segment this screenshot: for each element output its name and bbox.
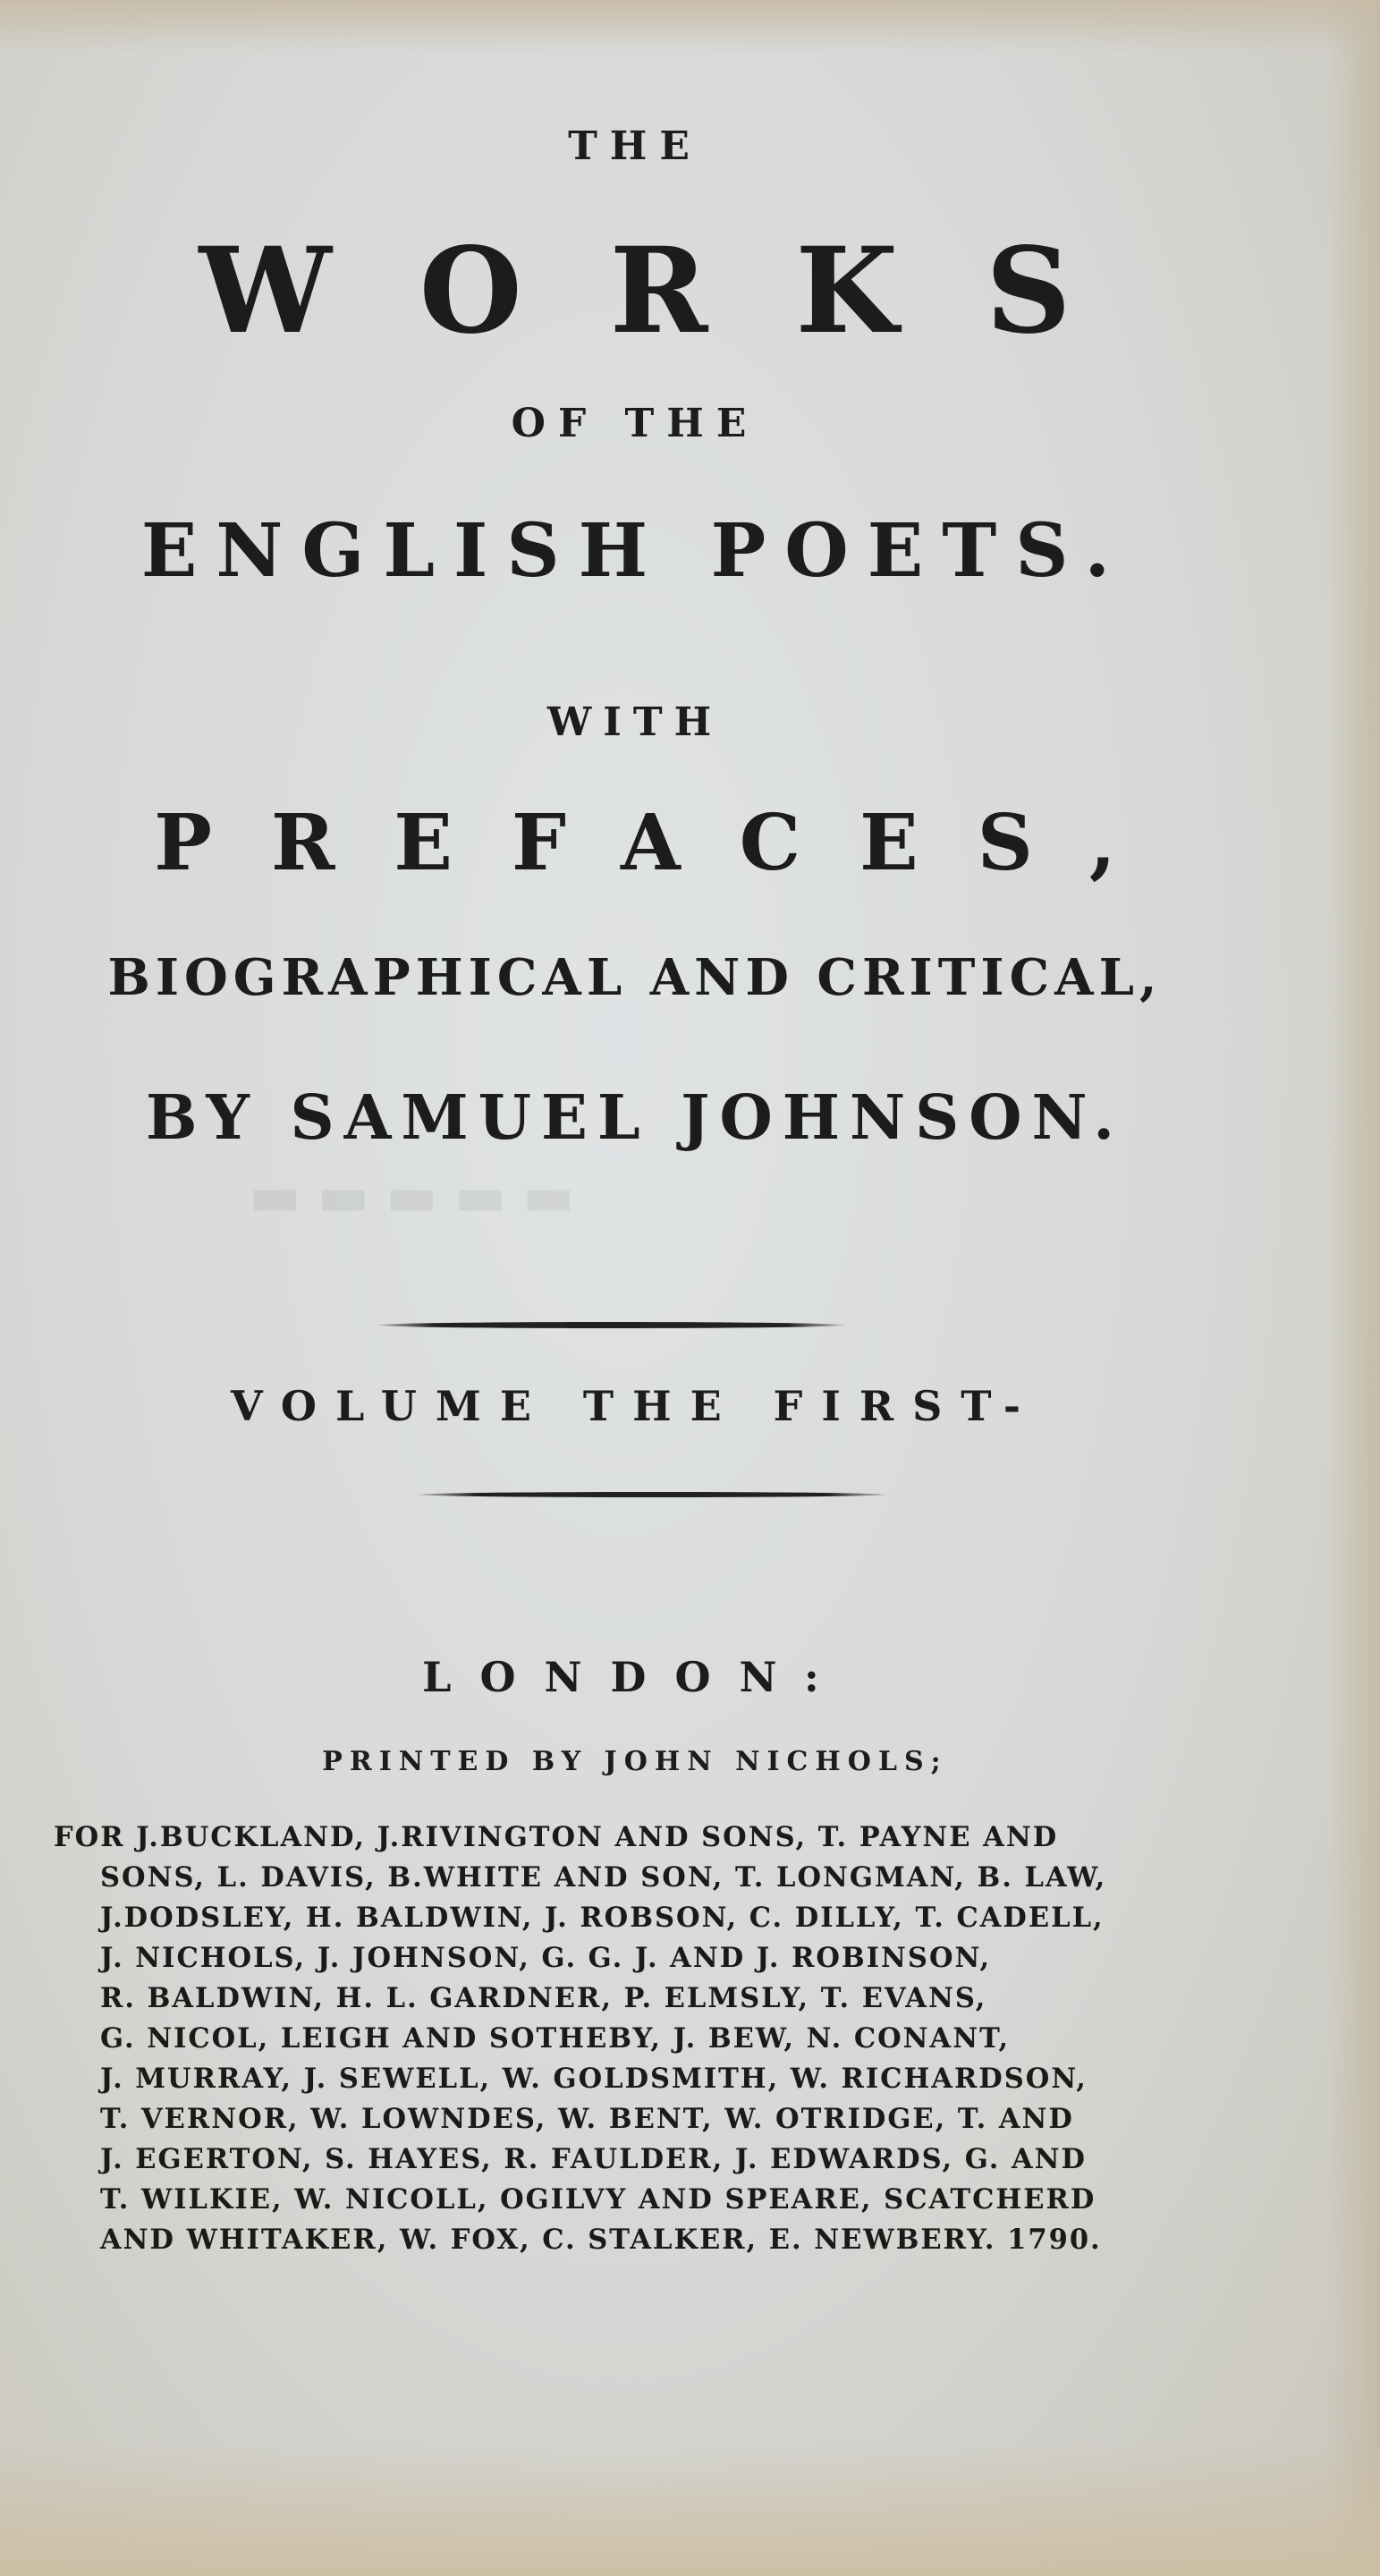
heading-of-the: OF THE	[511, 401, 759, 446]
place-of-publication: LONDON:	[422, 1653, 848, 1701]
page-edge-top	[0, 0, 1380, 54]
volume-line: VOLUME THE FIRST-	[231, 1382, 1039, 1430]
imprint-line: T. VERNOR, W. LOWNDES, W. BENT, W. OTRIDGE, T. AND	[100, 2103, 1074, 2135]
imprint-line: J. EGERTON, S. HAYES, R. FAULDER, J. EDWARDS, G. AND	[100, 2143, 1087, 2175]
heading-english-poets: ENGLISH POETS.	[140, 508, 1130, 594]
imprint-line: R. BALDWIN, H. L. GARDNER, P. ELMSLY, T. EVANS,	[100, 1982, 987, 2014]
decorative-rule-bottom	[419, 1492, 885, 1497]
heading-with: WITH	[546, 699, 724, 745]
decorative-rule-top	[377, 1322, 844, 1328]
imprint-line: SONS, L. DAVIS, B.WHITE AND SON, T. LONGMAN, B. LAW,	[100, 1861, 1107, 1894]
imprint-block	[54, 1818, 1243, 2260]
author-line: BY SAMUEL JOHNSON.	[146, 1082, 1124, 1154]
heading-biographical: BIOGRAPHICAL AND CRITICAL,	[107, 948, 1163, 1007]
imprint-line: G. NICOL, LEIGH AND SOTHEBY, J. BEW, N. CONANT,	[100, 2022, 1011, 2055]
imprint-line: T. WILKIE, W. NICOLL, OGILVY AND SPEARE, SCATCHERD	[100, 2183, 1096, 2216]
imprint-line: J. NICHOLS, J. JOHNSON, G. G. J. AND J. ROBINSON,	[100, 1942, 992, 1974]
main-title: WORKS	[199, 222, 1159, 360]
imprint-line: J. MURRAY, J. SEWELL, W. GOLDSMITH, W. RICHARDSON,	[100, 2063, 1088, 2095]
imprint-line: J.DODSLEY, H. BALDWIN, J. ROBSON, C. DILLY, T. CADELL,	[100, 1902, 1105, 1934]
imprint-line: AND WHITAKER, W. FOX, C. STALKER, E. NEWBERY. 1790.	[100, 2224, 1102, 2256]
page-edge-right	[1326, 0, 1380, 2576]
heading-prefaces: PREFACES,	[154, 798, 1175, 888]
heading-the: THE	[568, 123, 702, 169]
show-through-shadow: ▬▬▬▬▬	[233, 1163, 575, 1228]
imprint-line: FOR J.BUCKLAND, J.RIVINGTON AND SONS, T. PAYNE AND	[54, 1821, 1059, 1853]
printer-line: PRINTED BY JOHN NICHOLS;	[322, 1746, 948, 1777]
page-edge-bottom	[0, 2442, 1380, 2576]
